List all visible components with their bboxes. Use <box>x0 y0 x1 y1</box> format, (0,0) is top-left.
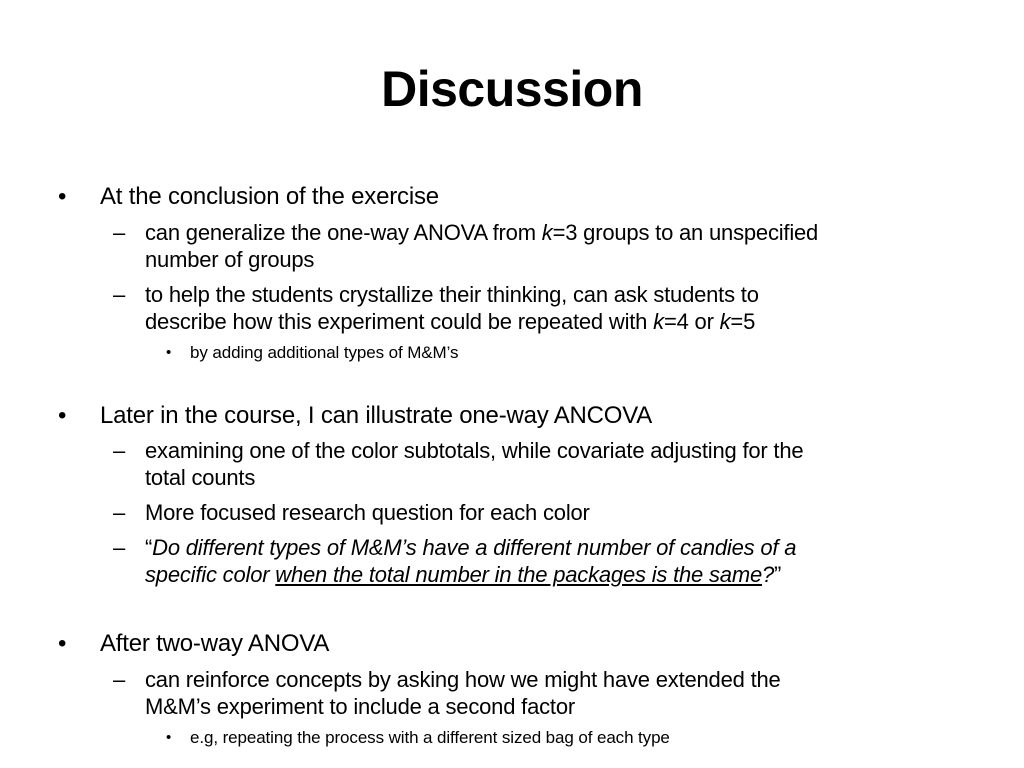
dash-marker: – <box>113 535 126 560</box>
section-1-item-1-line-1: can generalize the one-way ANOVA from k=3 groups to an unspecified <box>145 220 819 245</box>
section-2-item-2: More focused research question for each color <box>145 500 590 525</box>
dash-marker: – <box>113 282 126 307</box>
section-1-item-2-line-2: describe how this experiment could be repeated with k=4 or k=5 <box>145 309 756 334</box>
bullet-marker: • <box>58 183 67 210</box>
section-2-item-1-line-2: total counts <box>145 465 256 490</box>
section-2-item-3-line-1: “Do different types of M&M’s have a different number of candies of a <box>145 535 797 560</box>
section-3-item-1-line-2: M&M’s experiment to include a second factor <box>145 694 575 719</box>
section-3-sub-item: e.g, repeating the process with a different sized bag of each type <box>190 728 670 747</box>
slide-title: Discussion <box>381 61 643 117</box>
dash-marker: – <box>113 220 126 245</box>
section-2-item-3-line-2: specific color when the total number in the packages is the same?” <box>145 562 782 587</box>
bullet-marker: • <box>58 630 67 657</box>
section-2-item-1-line-1: examining one of the color subtotals, while covariate adjusting for the <box>145 438 804 463</box>
underlined-phrase: when the total number in the packages is the same <box>275 562 762 587</box>
section-3-heading: After two-way ANOVA <box>100 630 330 657</box>
dash-marker: – <box>113 500 126 525</box>
section-1-item-2-line-1: to help the students crystallize their thinking, can ask students to <box>145 282 759 307</box>
small-bullet-marker: • <box>166 344 172 361</box>
section-3-item-1-line-1: can reinforce concepts by asking how we might have extended the <box>145 667 781 692</box>
section-1-item-1-line-2: number of groups <box>145 247 315 272</box>
small-bullet-marker: • <box>166 729 172 746</box>
section-1-sub-item: by adding additional types of M&M’s <box>190 343 459 362</box>
dash-marker: – <box>113 667 126 692</box>
bullet-marker: • <box>58 402 67 429</box>
section-2-heading: Later in the course, I can illustrate one-way ANCOVA <box>100 402 653 429</box>
section-1-heading: At the conclusion of the exercise <box>100 183 439 210</box>
dash-marker: – <box>113 438 126 463</box>
